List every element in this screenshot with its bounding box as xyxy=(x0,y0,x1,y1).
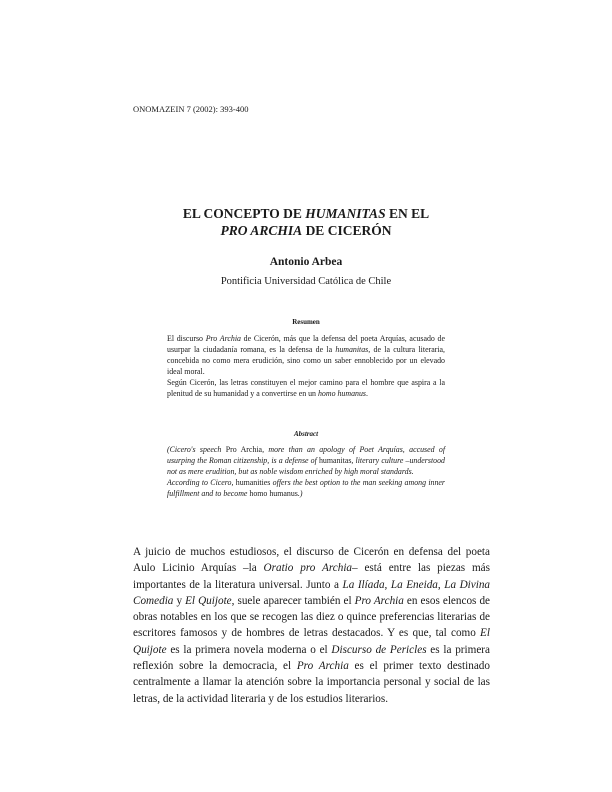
text-run: .) xyxy=(297,489,303,498)
resumen-paragraph xyxy=(167,377,445,399)
resumen-body xyxy=(167,333,445,399)
upright-run: humanities xyxy=(235,478,271,487)
abstract-paragraph xyxy=(167,477,445,499)
abstract-paragraph xyxy=(167,444,445,477)
upright-run: Pro Archia xyxy=(225,445,263,454)
title-italic: HUMANITAS xyxy=(305,206,386,221)
italic-run: El Quijote xyxy=(185,594,232,607)
title-line-1 xyxy=(0,205,612,222)
text-run: y xyxy=(173,594,186,607)
text-run: es el primer texto destinado centralmente a llamar la atención sobre la importancia personal y social de las letras, de la actividad literaria y de los estudios literarios. xyxy=(133,660,490,705)
title-text: EN EL xyxy=(385,206,430,221)
author-affiliation: Pontificia Universidad Católica de Chile xyxy=(220,276,392,287)
text-run: , xyxy=(384,578,391,591)
abstract-heading: Abstract xyxy=(293,430,319,438)
italic-run: El Quijote xyxy=(133,627,490,656)
text-run: offers the best option to the man seeking among inner fulfillment and to become xyxy=(167,478,445,498)
title-italic: PRO ARCHIA xyxy=(220,223,303,238)
title-line-2 xyxy=(0,222,612,239)
text-run: El discurso xyxy=(167,334,206,343)
body-paragraph xyxy=(133,544,490,707)
italic-run: Discurso de Pericles xyxy=(331,643,427,656)
title-text: EL CONCEPTO DE xyxy=(182,206,306,221)
italic-run: Pro Archia xyxy=(296,660,349,673)
abstract-body xyxy=(167,444,445,499)
text-run: , de la cultura literaria, concebida no como mera erudición, sino como un saber ennoblecido por un elevado ideal moral. xyxy=(167,345,445,376)
text-run: de Cicerón, más que la defensa del poeta Arquías, acusado de usurpar la ciudadanía romana, es la defensa de la xyxy=(167,334,445,354)
upright-run: humanitas xyxy=(318,456,352,465)
text-run: According to Cicero, xyxy=(167,478,236,487)
resumen-paragraph xyxy=(167,333,445,377)
italic-run: humanitas xyxy=(335,345,369,354)
text-run: es la primera novela moderna o el xyxy=(166,643,332,656)
italic-run: Pro Archia xyxy=(205,334,241,343)
text-run: en esos elencos de obras notables en los que se recogen las diez o quince preferencias literarias de escritores famosos y de hombres de letras destacados. Y es que, tal como xyxy=(133,594,491,640)
text-run: Según Cicerón, las letras constituyen el mejor camino para el hombre que aspira a la plenitud de su humanidad y a convertirse en un xyxy=(167,378,445,398)
italic-run: homo humanus xyxy=(317,389,366,398)
italic-run: La Divina Comedia xyxy=(133,578,491,607)
author-name: Antonio Arbea xyxy=(269,256,343,268)
italic-run: La Ilíada xyxy=(342,578,385,591)
italic-run: La Eneida xyxy=(390,578,438,591)
text-run: , suele aparecer también el xyxy=(231,594,355,607)
text-run: , more than an apology of Poet Arquías, accused of usurping the Roman citizenship, is a defense of xyxy=(167,445,446,465)
text-run: – está entre las piezas más importantes de la literatura universal. Junto a xyxy=(133,562,491,591)
text-run: (Cicero's speech xyxy=(167,445,226,454)
text-run: , literary culture –understood not as mere erudition, but as noble wisdom enriched by high moral standards. xyxy=(167,456,445,476)
resumen-heading: Resumen xyxy=(292,318,320,326)
upright-run: homo humanus xyxy=(249,489,298,498)
title-text: DE CICERÓN xyxy=(302,223,392,238)
text-run: , xyxy=(437,578,445,591)
journal-citation: ONOMAZEIN 7 (2002): 393-400 xyxy=(133,104,249,114)
text-run: A juicio de muchos estudiosos, el discurso de Cicerón en defensa del poeta Aulo Licinio Arquías –la xyxy=(133,546,490,575)
italic-run: Pro Archia xyxy=(354,594,404,607)
italic-run: Oratio pro Archia xyxy=(263,562,353,575)
article-title xyxy=(0,205,612,239)
text-run: es la primera reflexión sobre la democracia, el xyxy=(133,643,490,673)
text-run: . xyxy=(366,389,368,398)
body-text xyxy=(133,544,490,707)
